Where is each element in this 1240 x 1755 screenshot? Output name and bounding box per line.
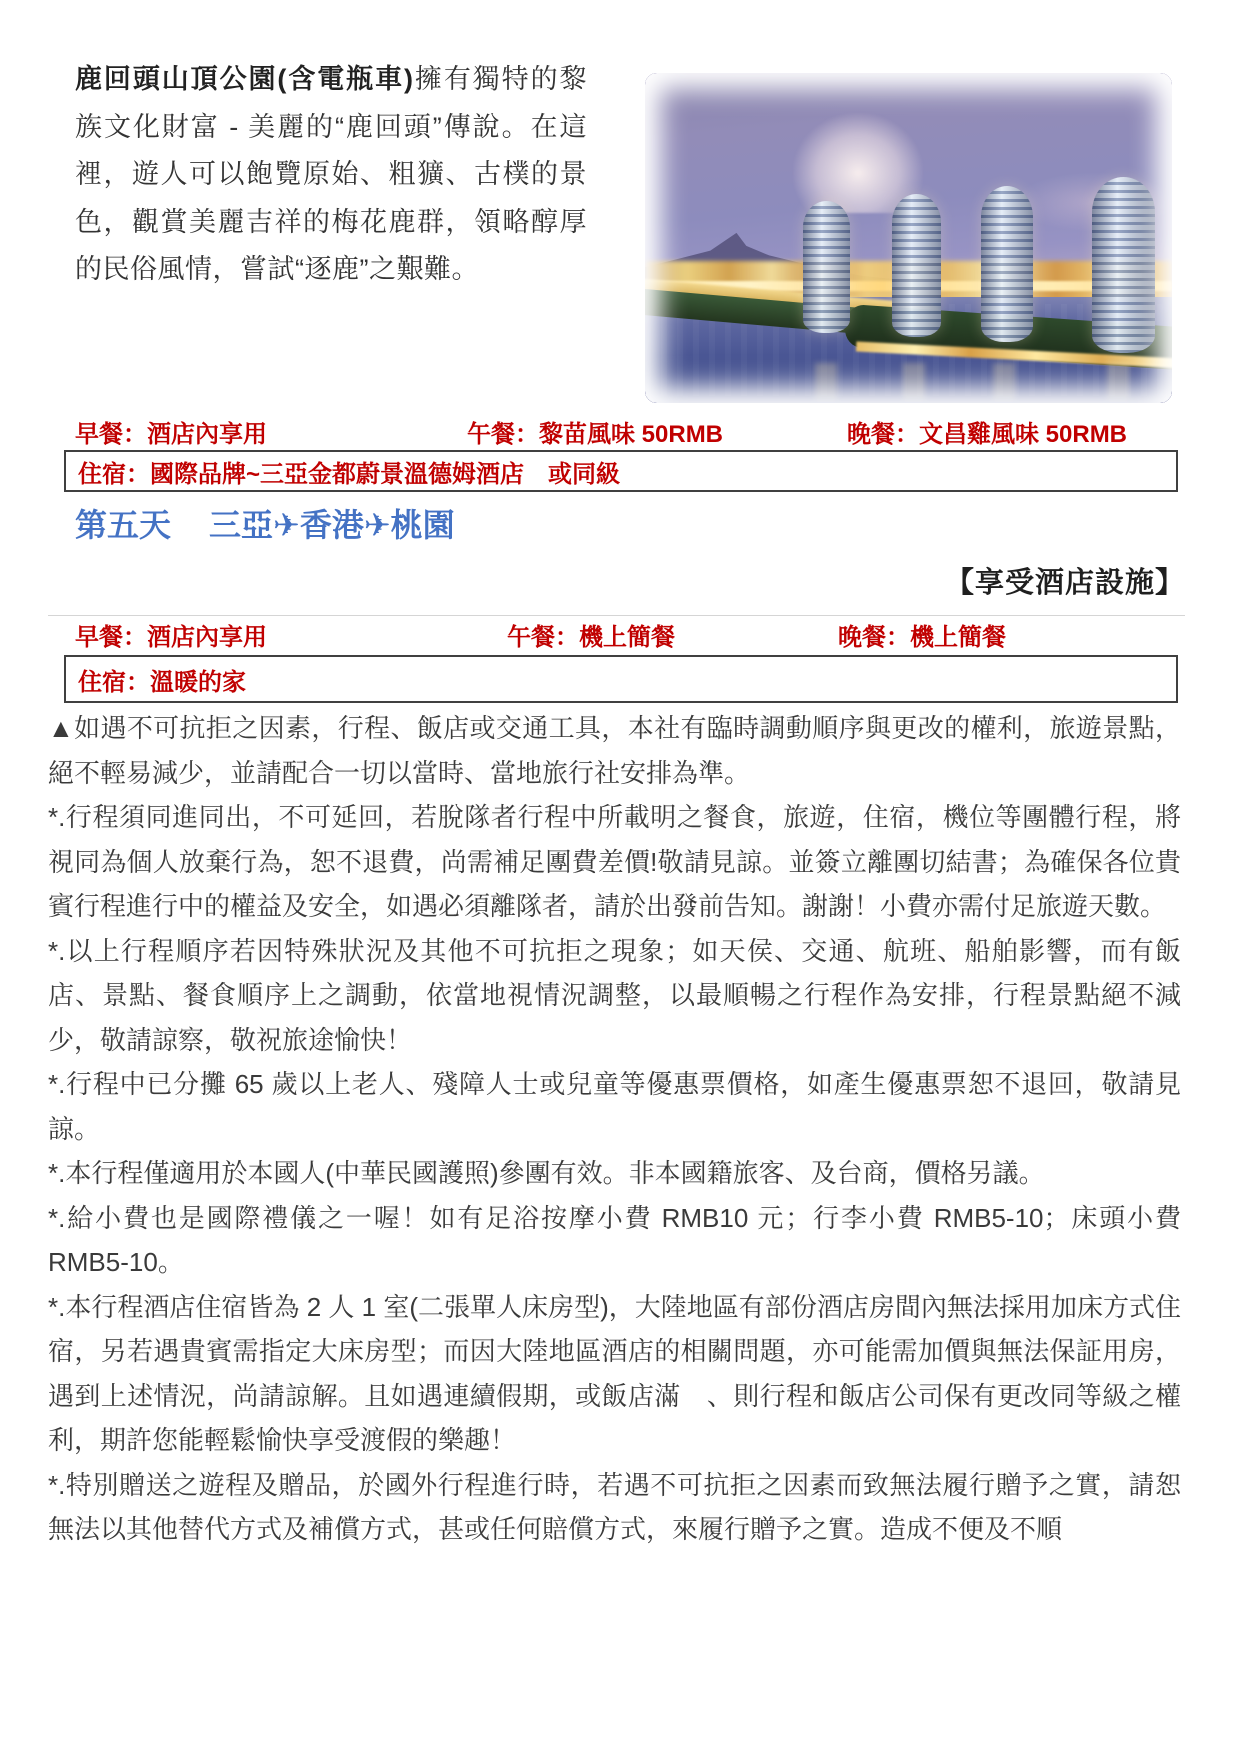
photo-reflection-4 xyxy=(1107,363,1129,399)
note-paragraph-1: ▲如遇不可抗拒之因素，行程、飯店或交通工具，本社有臨時調動順序與更改的權利，旅遊景點，絕不輕易減少，並請配合一切以當時、當地旅行社安排為準。 xyxy=(48,713,1181,788)
intro-paragraph xyxy=(75,56,587,294)
photo-reflection-3 xyxy=(993,363,1015,399)
day5-route: 三亞✈香港✈桃園 xyxy=(209,507,455,543)
note-paragraph-5: *.本行程僅適用於本國人(中華民國護照)參團有效。非本國籍旅客、及台商，價格另議。 xyxy=(48,1158,1045,1188)
note-paragraph-8: *.特別贈送之遊程及贈品，於國外行程進行時，若遇不可抗拒之因素而致無法履行贈予之實，請恕無法以其他替代方式及補償方式，甚或任何賠償方式，來履行贈予之實。造成不便及不順 xyxy=(48,1469,1181,1544)
note-paragraph-4: *.行程中已分攤 65 歲以上老人、殘障人士或兒童等優惠票價格，如產生優惠票恕不退回，敬請見諒。 xyxy=(48,1069,1181,1144)
intro-bold-title: 鹿回頭山頂公園(含電瓶車) xyxy=(75,64,414,94)
photo-reflection-2 xyxy=(903,363,925,399)
day5-hotel-box xyxy=(64,655,1178,703)
day5-lunch: 午餐：機上簡餐 xyxy=(507,624,675,651)
day5-breakfast: 早餐：酒店內享用 xyxy=(75,624,267,651)
photo-tower-2 xyxy=(892,194,941,337)
note-paragraph-7: *.本行程酒店住宿皆為 2 人 1 室(二張單人床房型)，大陸地區有部份酒店房間內無法採用加床方式住宿，另若遇貴賓需指定大床房型；而因大陸地區酒店的相關問題，亦可能需加價與無法保証用房，遇到上述情況，尚請諒解。且如遇連續假期，或飯店滿 、則行程和飯店公司保有更改同等級之權利，期許您能輕鬆愉快享受渡假的樂趣！ xyxy=(48,1291,1181,1455)
day4-meals-row xyxy=(75,414,1180,448)
day4-lunch: 午餐：黎苗風味 50RMB xyxy=(467,421,724,448)
day5-hotel-label: 住宿：溫暖的家 xyxy=(78,668,246,696)
table-hairline xyxy=(48,615,1185,616)
note-paragraph-2: *.行程須同進同出，不可延回，若脫隊者行程中所載明之餐食，旅遊，住宿，機位等團體行程，將視同為個人放棄行為，恕不退費，尚需補足團費差價!敬請見諒。並簽立離團切結書；為確保各位貴賓行程進行中的權益及安全，如遇必須離隊者，請於出發前告知。謝謝！小費亦需付足旅遊天數。 xyxy=(48,802,1181,921)
day4-dinner: 晚餐：文昌雞風味 50RMB xyxy=(847,421,1128,448)
photo-tower-1 xyxy=(803,201,850,333)
day5-meals-row xyxy=(75,617,1180,651)
photo-tower-4 xyxy=(1092,177,1155,353)
sanya-night-photo xyxy=(645,73,1172,403)
photo-reflection-1 xyxy=(815,363,837,399)
day4-breakfast: 早餐：酒店內享用 xyxy=(75,421,267,448)
intro-text: 擁有獨特的黎族文化財富 - 美麗的“鹿回頭”傳說。在這裡，遊人可以飽覽原始、粗獷、古樸的景色，觀賞美麗吉祥的梅花鹿群，領略醇厚的民俗風情，嘗試“逐鹿”之艱難。 xyxy=(75,64,588,284)
day5-title xyxy=(75,500,455,546)
notes-section xyxy=(48,706,1181,1552)
note-paragraph-6: *.給小費也是國際禮儀之一喔！如有足浴按摩小費 RMB10 元；行李小費 RMB5-10；床頭小費 RMB5-10。 xyxy=(48,1202,1181,1277)
day5-dinner: 晚餐：機上簡餐 xyxy=(838,624,1006,651)
day4-hotel-label: 住宿：國際品牌~三亞金都蔚景溫德姆酒店 或同級 xyxy=(78,460,621,488)
hotel-facility-note: 【享受酒店設施】 xyxy=(944,567,1185,599)
day4-hotel-box xyxy=(64,450,1178,492)
photo-tower-3 xyxy=(981,186,1033,342)
note-paragraph-3: *.以上行程順序若因特殊狀況及其他不可抗拒之現象；如天侯、交通、航班、船舶影響，而有飯店、景點、餐食順序上之調動，依當地視情況調整，以最順暢之行程作為安排，行程景點絕不減少，敬請諒察，敬祝旅途愉快！ xyxy=(48,935,1181,1055)
day5-day-label: 第五天 xyxy=(75,507,172,543)
